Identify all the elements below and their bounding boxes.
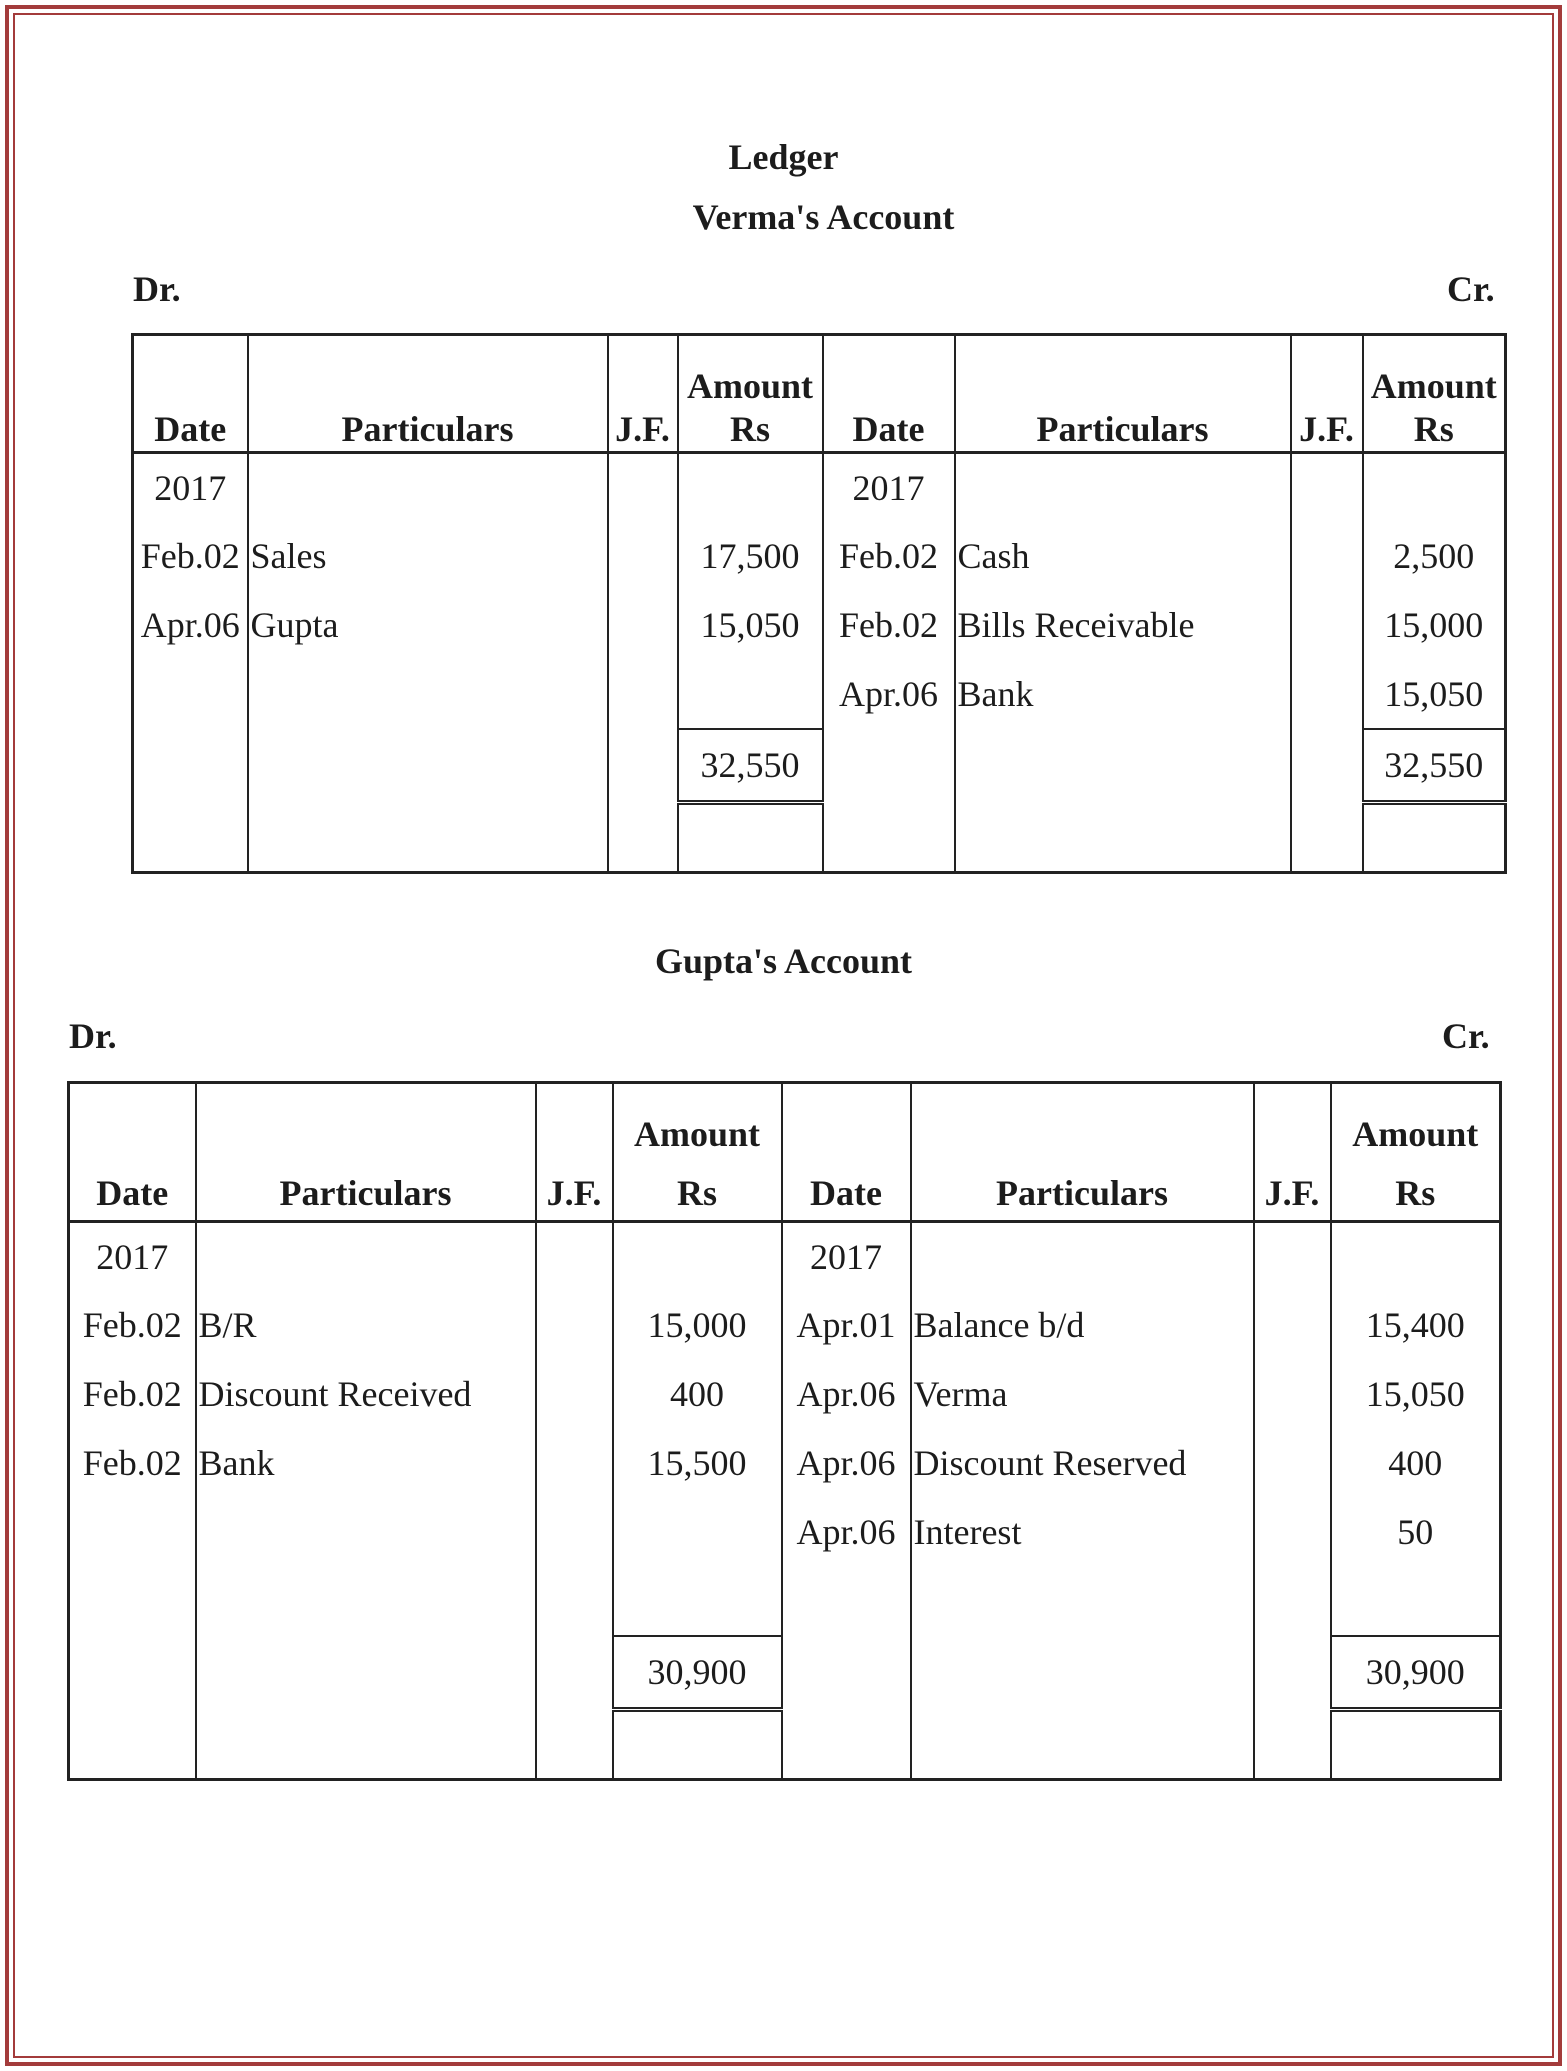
empty-cell <box>1331 1567 1501 1636</box>
jf-cell <box>1291 660 1363 729</box>
spacer-row <box>69 1567 1501 1636</box>
table-row <box>133 591 1506 660</box>
header-particulars: Particulars <box>955 335 1291 453</box>
entry-date: Feb.02 <box>133 522 248 591</box>
particulars-cell <box>196 1222 536 1291</box>
entry-particulars: Balance b/d <box>911 1291 1254 1360</box>
empty-cell <box>69 1636 196 1710</box>
entry-amount: 15,400 <box>1331 1291 1501 1360</box>
ledger-table <box>131 333 1507 874</box>
page-title: Ledger <box>728 137 839 177</box>
entry-amount: 15,000 <box>613 1291 782 1360</box>
particulars-cell <box>248 453 608 522</box>
empty-cell <box>196 1636 536 1710</box>
empty-cell <box>536 1636 613 1710</box>
empty-cell <box>248 803 608 873</box>
entry-particulars: Bank <box>196 1429 536 1498</box>
credit-label: Cr. <box>1442 1016 1490 1056</box>
entry-amount: 15,050 <box>1331 1360 1501 1429</box>
year-cell: 2017 <box>782 1222 911 1291</box>
empty-cell <box>782 1710 911 1780</box>
table-row <box>69 1360 1501 1429</box>
total-row <box>69 1636 1501 1710</box>
jf-cell <box>1254 1291 1331 1360</box>
header-date: Date <box>823 335 955 453</box>
jf-cell <box>1291 453 1363 522</box>
entry-date: Feb.02 <box>69 1429 196 1498</box>
particulars-cell <box>911 1222 1254 1291</box>
entry-date: Feb.02 <box>823 591 955 660</box>
empty-cell <box>1291 803 1363 873</box>
empty-cell <box>613 1710 782 1780</box>
entry-amount: 15,050 <box>1363 660 1506 729</box>
empty-cell <box>536 1567 613 1636</box>
jf-cell <box>1254 1429 1331 1498</box>
empty-cell <box>955 803 1291 873</box>
debit-label: Dr. <box>69 1016 117 1056</box>
account-title: Gupta's Account <box>654 941 913 981</box>
particulars-cell <box>955 453 1291 522</box>
entry-particulars: Verma <box>911 1360 1254 1429</box>
year-cell: 2017 <box>133 453 248 522</box>
year-row <box>133 453 1506 522</box>
empty-cell <box>69 1710 196 1780</box>
entry-particulars <box>248 660 608 729</box>
credit-label: Cr. <box>1447 269 1495 309</box>
empty-cell <box>1291 729 1363 803</box>
header-amount: Amount Rs <box>678 335 823 453</box>
entry-date: Apr.06 <box>782 1429 911 1498</box>
empty-cell <box>1254 1710 1331 1780</box>
jf-cell <box>1291 591 1363 660</box>
entry-particulars: Gupta <box>248 591 608 660</box>
empty-cell <box>782 1567 911 1636</box>
total-row <box>133 729 1506 803</box>
header-jf: J.F. <box>1291 335 1363 453</box>
spacer-row <box>69 1710 1501 1780</box>
entry-date: Apr.06 <box>782 1498 911 1567</box>
empty-cell <box>613 1567 782 1636</box>
entry-date: Apr.01 <box>782 1291 911 1360</box>
header-date: Date <box>69 1083 196 1222</box>
empty-cell <box>69 1567 196 1636</box>
entry-amount: 400 <box>613 1360 782 1429</box>
credit-total: 32,550 <box>1363 729 1506 803</box>
header-jf: J.F. <box>536 1083 613 1222</box>
header-amount: Amount Rs <box>1331 1083 1501 1222</box>
jf-cell <box>608 660 678 729</box>
jf-cell <box>608 591 678 660</box>
spacer-row <box>133 803 1506 873</box>
jf-cell <box>608 522 678 591</box>
entry-amount: 400 <box>1331 1429 1501 1498</box>
credit-total: 30,900 <box>1331 1636 1501 1710</box>
header-particulars: Particulars <box>248 335 608 453</box>
header-amount: Amount Rs <box>613 1083 782 1222</box>
entry-date: Feb.02 <box>69 1360 196 1429</box>
debit-total: 30,900 <box>613 1636 782 1710</box>
table-row <box>133 522 1506 591</box>
amount-cell <box>1331 1222 1501 1291</box>
entry-date: Apr.06 <box>782 1360 911 1429</box>
amount-cell <box>1363 453 1506 522</box>
entry-particulars <box>196 1498 536 1567</box>
entry-amount: 15,500 <box>613 1429 782 1498</box>
empty-cell <box>911 1567 1254 1636</box>
entry-date: Feb.02 <box>823 522 955 591</box>
entry-amount: 15,000 <box>1363 591 1506 660</box>
entry-date: Feb.02 <box>69 1291 196 1360</box>
debit-total: 32,550 <box>678 729 823 803</box>
empty-cell <box>955 729 1291 803</box>
entry-amount: 2,500 <box>1363 522 1506 591</box>
year-cell: 2017 <box>823 453 955 522</box>
empty-cell <box>823 729 955 803</box>
jf-cell <box>536 1360 613 1429</box>
entry-date <box>69 1498 196 1567</box>
account-title: Verma's Account <box>692 197 955 237</box>
empty-cell <box>782 1636 911 1710</box>
empty-cell <box>1254 1567 1331 1636</box>
jf-cell <box>536 1498 613 1567</box>
header-date: Date <box>133 335 248 453</box>
empty-cell <box>1254 1636 1331 1710</box>
empty-cell <box>196 1710 536 1780</box>
jf-cell <box>1254 1360 1331 1429</box>
entry-particulars: Interest <box>911 1498 1254 1567</box>
header-date: Date <box>782 1083 911 1222</box>
entry-particulars: Discount Received <box>196 1360 536 1429</box>
entry-amount <box>613 1498 782 1567</box>
empty-cell <box>196 1567 536 1636</box>
table-row <box>69 1291 1501 1360</box>
entry-particulars: Sales <box>248 522 608 591</box>
entry-particulars: Bank <box>955 660 1291 729</box>
empty-cell <box>1363 803 1506 873</box>
entry-amount: 50 <box>1331 1498 1501 1567</box>
jf-cell <box>608 453 678 522</box>
empty-cell <box>911 1710 1254 1780</box>
empty-cell <box>823 803 955 873</box>
entry-amount: 17,500 <box>678 522 823 591</box>
ledger-table <box>67 1081 1502 1781</box>
entry-date: Apr.06 <box>823 660 955 729</box>
entry-date <box>133 660 248 729</box>
empty-cell <box>1331 1710 1501 1780</box>
table-row <box>133 660 1506 729</box>
header-jf: J.F. <box>1254 1083 1331 1222</box>
header-amount: Amount Rs <box>1363 335 1506 453</box>
table-row <box>69 1429 1501 1498</box>
entry-particulars: B/R <box>196 1291 536 1360</box>
empty-cell <box>248 729 608 803</box>
empty-cell <box>608 729 678 803</box>
entry-particulars: Bills Receivable <box>955 591 1291 660</box>
amount-cell <box>678 453 823 522</box>
entry-amount: 15,050 <box>678 591 823 660</box>
amount-cell <box>613 1222 782 1291</box>
entry-particulars: Cash <box>955 522 1291 591</box>
jf-cell <box>536 1429 613 1498</box>
entry-amount <box>678 660 823 729</box>
table-row <box>69 1498 1501 1567</box>
entry-particulars: Discount Reserved <box>911 1429 1254 1498</box>
header-jf: J.F. <box>608 335 678 453</box>
empty-cell <box>536 1710 613 1780</box>
entry-date: Apr.06 <box>133 591 248 660</box>
header-particulars: Particulars <box>911 1083 1254 1222</box>
jf-cell <box>1254 1222 1331 1291</box>
jf-cell <box>1291 522 1363 591</box>
debit-label: Dr. <box>133 269 181 309</box>
jf-cell <box>536 1222 613 1291</box>
year-row <box>69 1222 1501 1291</box>
year-cell: 2017 <box>69 1222 196 1291</box>
jf-cell <box>536 1291 613 1360</box>
empty-cell <box>608 803 678 873</box>
jf-cell <box>1254 1498 1331 1567</box>
empty-cell <box>133 729 248 803</box>
empty-cell <box>133 803 248 873</box>
empty-cell <box>678 803 823 873</box>
header-particulars: Particulars <box>196 1083 536 1222</box>
empty-cell <box>911 1636 1254 1710</box>
